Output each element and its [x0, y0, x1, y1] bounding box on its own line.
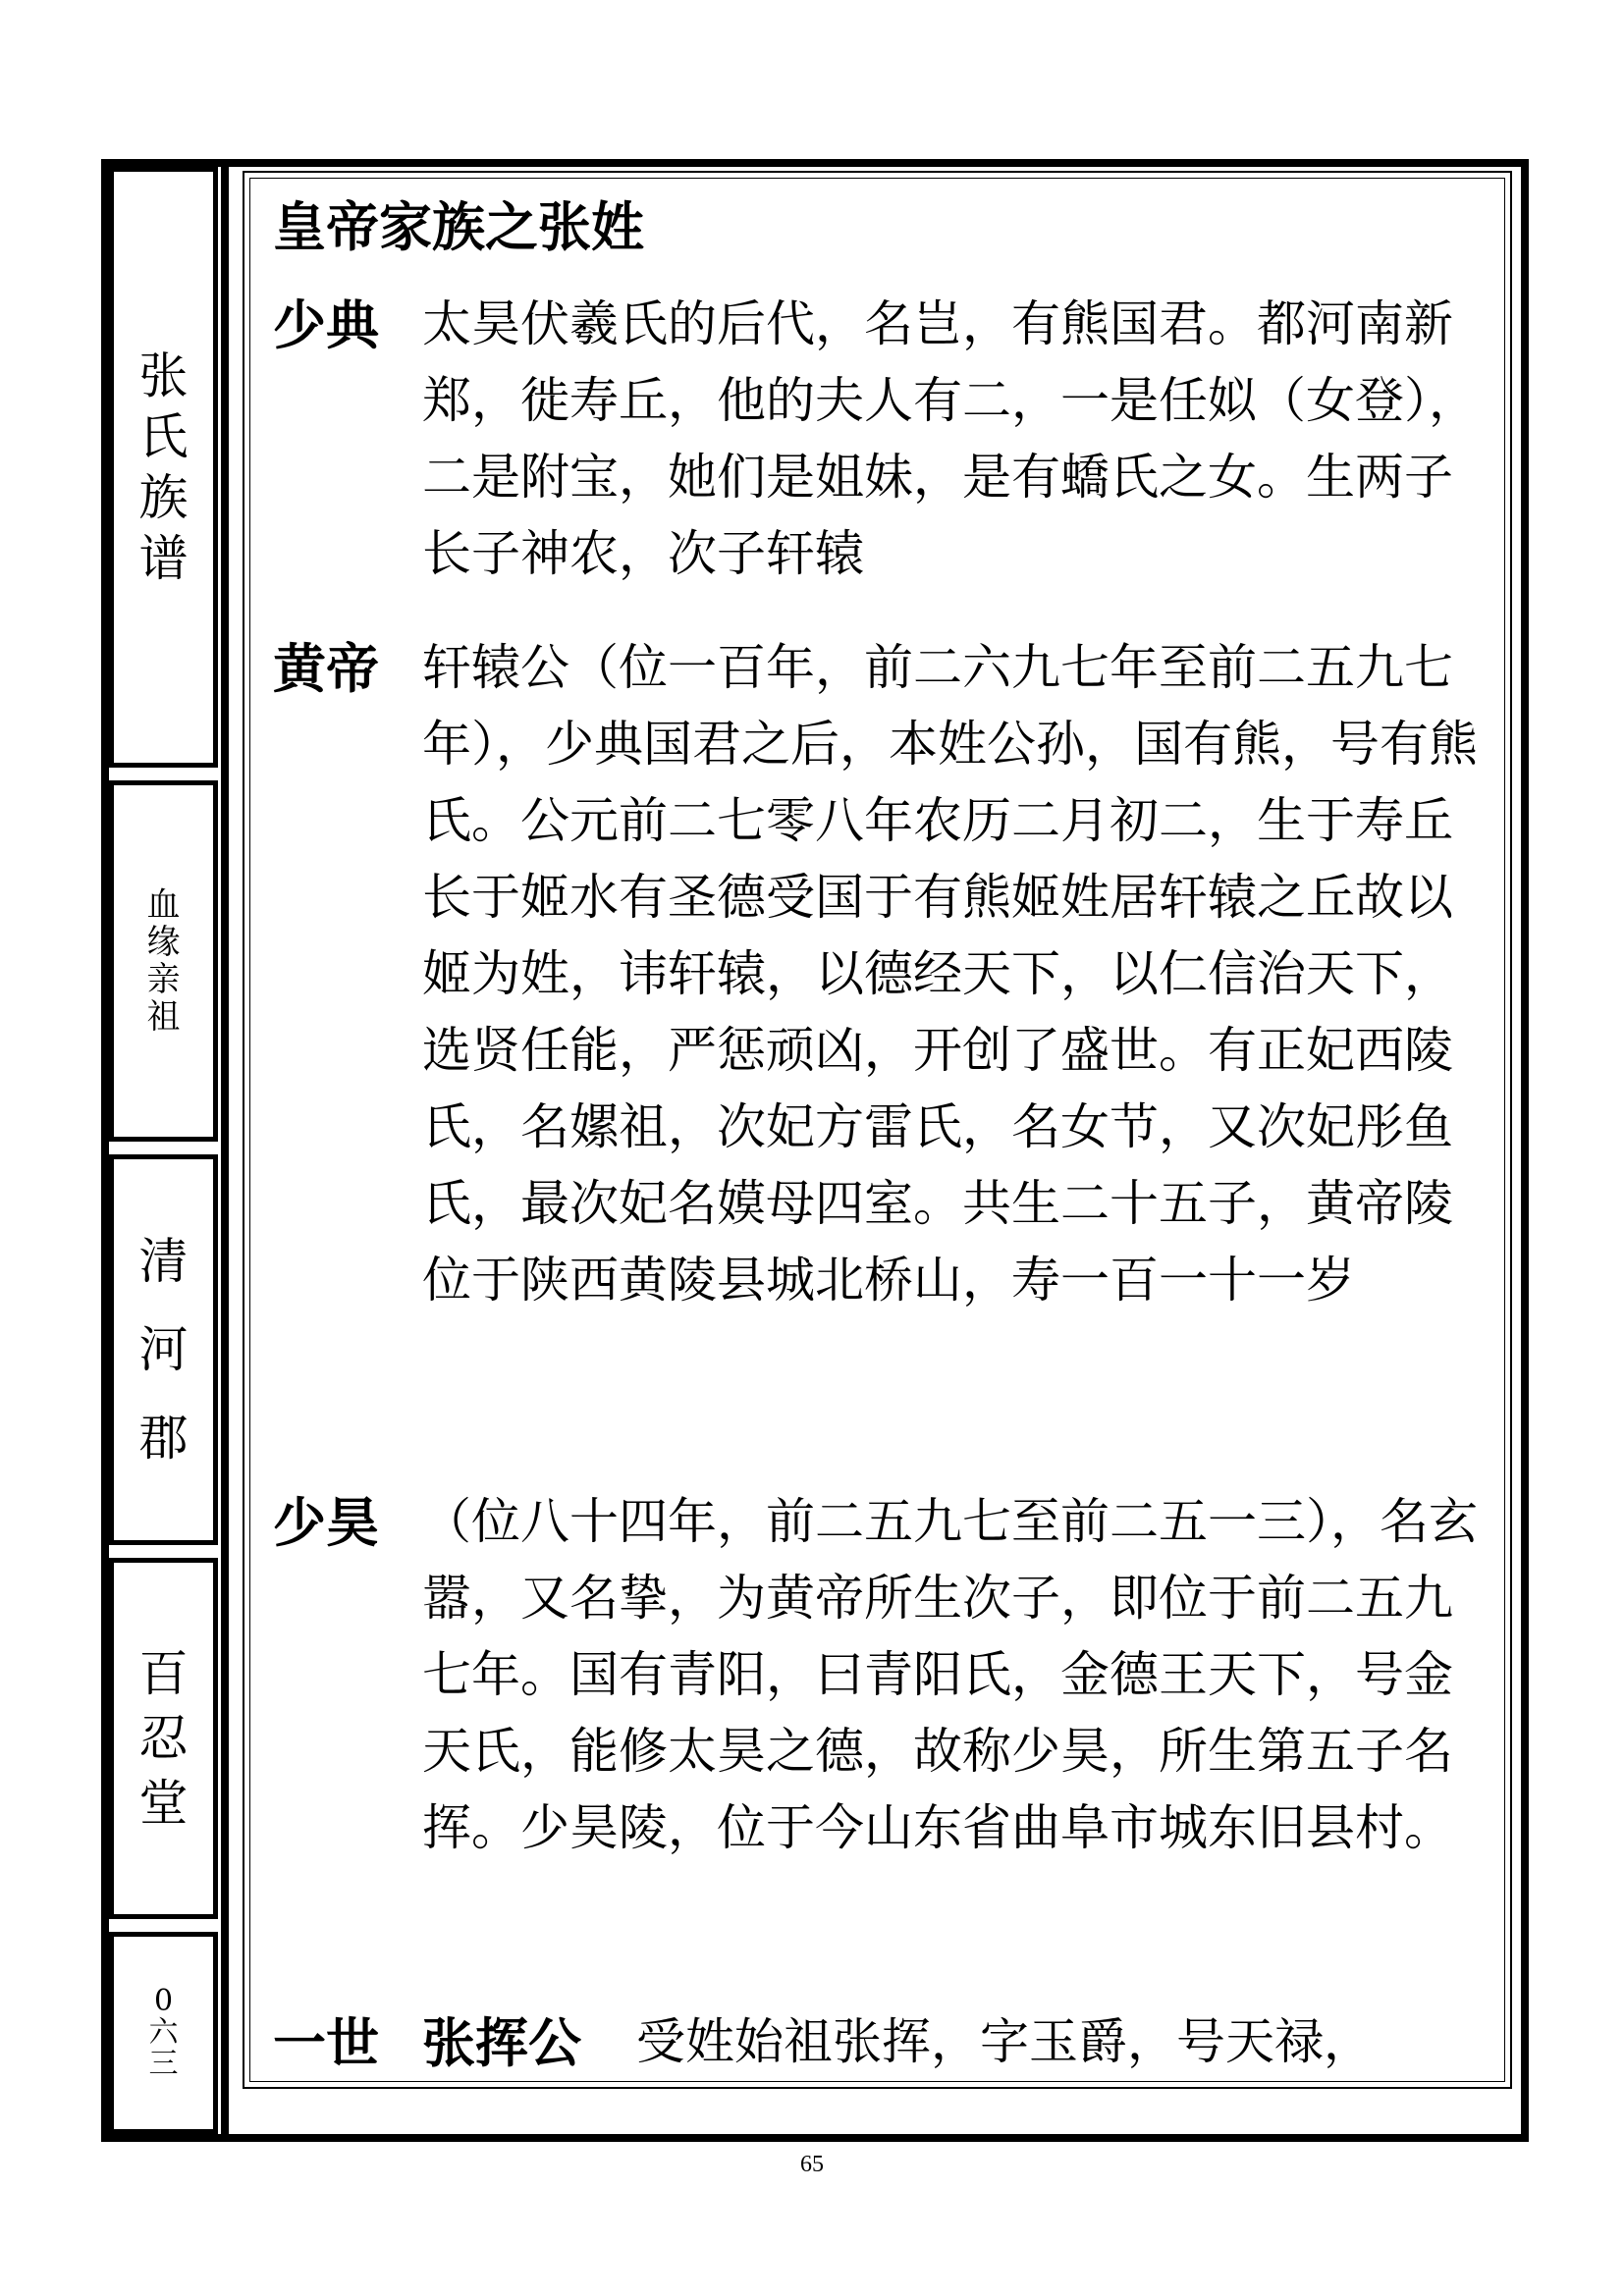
page-char: 三 — [148, 2047, 179, 2081]
page-char: 六 — [148, 2015, 179, 2050]
page-heading: 皇帝家族之张姓 — [273, 196, 644, 258]
entry-person-name: 张挥公 — [422, 2012, 581, 2074]
subtitle-char: 缘 — [146, 923, 181, 962]
commandery-cell — [109, 1154, 218, 1545]
title-char: 谱 — [138, 530, 189, 587]
hall-char: 堂 — [138, 1775, 189, 1832]
entry-text: （位八十四年，前二五九七至前二五一三），名玄嚣，又名挚，为黄帝所生次子，即位于前二五九七年。国有青阳，曰青阳氏，金德王天下，号金天氏，能修太昊之德，故称少昊，所生第五子名挥。少昊陵，位于今山东省曲阜市城东旧县村。 — [422, 1493, 1478, 1856]
subtitle-char: 亲 — [146, 960, 181, 999]
title-char: 氏 — [138, 408, 189, 465]
commandery-char: 郡 — [138, 1410, 189, 1467]
entry-term: 少典 — [273, 294, 379, 356]
page-number: 65 — [800, 2152, 824, 2177]
hall-char: 忍 — [138, 1710, 189, 1767]
side-page-cell — [109, 1932, 218, 2134]
title-char: 族 — [138, 469, 189, 526]
entry-term: 一世 — [273, 2012, 379, 2074]
side-column — [109, 167, 218, 2134]
entry-term: 少昊 — [273, 1492, 379, 1554]
subtitle-char: 祖 — [146, 997, 181, 1037]
entry-text: 太昊伏羲氏的后代，名岂，有熊国君。都河南新郑，徙寿丘，他的夫人有二，一是任姒（女登），二是附宝，她们是姐妹，是有蟜氏之女。生两子长子神农，次子轩辕 — [422, 295, 1478, 582]
column-divider — [221, 167, 229, 2134]
title-char: 张 — [138, 347, 189, 404]
commandery-char: 河 — [138, 1321, 189, 1378]
hall-char: 百 — [138, 1645, 189, 1702]
entry-text: 轩辕公（位一百年，前二六九七年至前二五九七年），少典国君之后，本姓公孙，国有熊，号有熊氏。公元前二七零八年农历二月初二，生于寿丘长于姬水有圣德受国于有熊姬姓居轩辕之丘故以姬为姓，讳轩辕，以德经天下，以仁信治天下，选贤任能，严惩顽凶，开创了盛世。有正妃西陵氏，名嫘祖，次妃方雷氏，名女节，又次妃彤鱼氏，最次妃名嫫母四室。共生二十五子，黄帝陵位于陕西黄陵县城北桥山，寿一百一十一岁 — [422, 639, 1478, 1308]
entry-text: 受姓始祖张挥，字玉爵，号天禄， — [636, 2013, 1373, 2070]
subtitle-cell — [109, 780, 218, 1142]
commandery-char: 清 — [138, 1233, 189, 1290]
subtitle-char: 血 — [146, 885, 181, 925]
genealogy-title-cell — [109, 167, 218, 768]
page-char: 0 — [153, 1984, 174, 2018]
entry-term: 黄帝 — [273, 638, 379, 700]
hall-name-cell — [109, 1558, 218, 1919]
